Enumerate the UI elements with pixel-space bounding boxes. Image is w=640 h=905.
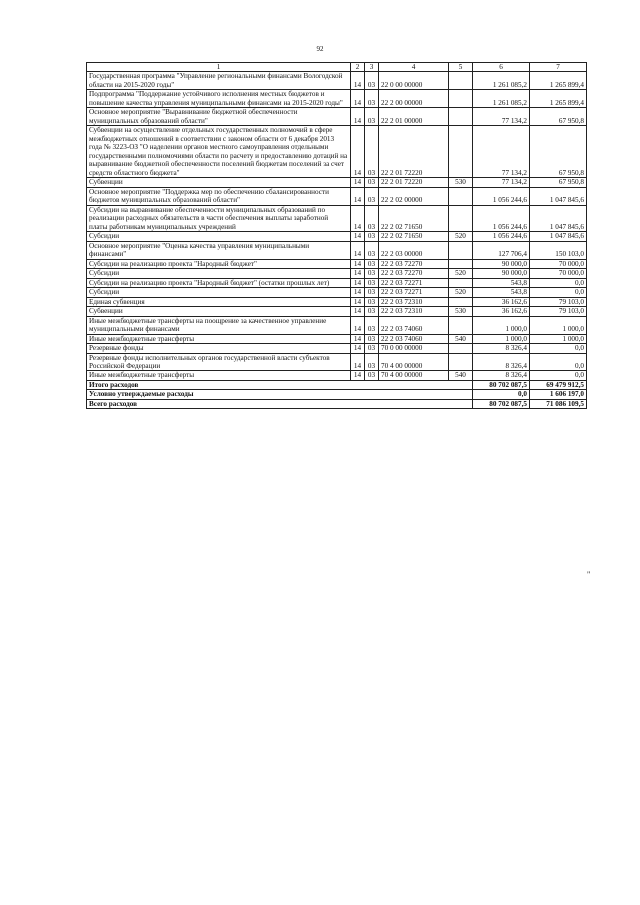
expense-type-code	[449, 259, 473, 268]
total-amount-year-1: 0,0	[473, 390, 530, 399]
table-row	[87, 353, 587, 371]
section-code: 14	[351, 72, 365, 90]
subsection-code: 03	[365, 353, 379, 371]
table-row	[87, 205, 587, 231]
subsection-code: 03	[365, 371, 379, 380]
expense-name: Государственная программа "Управление региональными финансами Вологодской области на 2015-2020 годы"	[87, 72, 351, 90]
amount-year-1: 1 000,0	[473, 334, 530, 343]
amount-year-2: 1 000,0	[530, 316, 587, 334]
section-code: 14	[351, 288, 365, 297]
amount-year-2: 0,0	[530, 353, 587, 371]
expense-name: Субсидии на реализацию проекта "Народный бюджет" (остатки прошлых лет)	[87, 278, 351, 287]
expense-name: Субвенции	[87, 307, 351, 316]
amount-year-1: 1 000,0	[473, 316, 530, 334]
amount-year-1: 77 134,2	[473, 108, 530, 126]
amount-year-2: 1 000,0	[530, 334, 587, 343]
section-code: 14	[351, 297, 365, 306]
amount-year-2: 0,0	[530, 371, 587, 380]
section-code: 14	[351, 269, 365, 278]
amount-year-1: 90 000,0	[473, 259, 530, 268]
target-article-code: 70 0 00 00000	[379, 344, 449, 353]
expense-type-code	[449, 316, 473, 334]
table-row	[87, 344, 587, 353]
total-label: Всего расходов	[87, 399, 473, 408]
budget-table	[86, 62, 587, 409]
column-header: 3	[365, 63, 379, 72]
amount-year-1: 8 326,4	[473, 353, 530, 371]
target-article-code: 22 2 03 00000	[379, 241, 449, 259]
table-row	[87, 178, 587, 187]
subsection-code: 03	[365, 232, 379, 241]
target-article-code: 22 2 03 72270	[379, 269, 449, 278]
amount-year-2: 1 047 845,6	[530, 232, 587, 241]
target-article-code: 70 4 00 00000	[379, 371, 449, 380]
subsection-code: 03	[365, 269, 379, 278]
target-article-code: 22 2 01 72220	[379, 126, 449, 178]
subsection-code: 03	[365, 259, 379, 268]
expense-type-code	[449, 108, 473, 126]
section-code: 14	[351, 316, 365, 334]
total-row	[87, 399, 587, 408]
table-row	[87, 126, 587, 178]
expense-name: Резервные фонды исполнительных органов государственной власти субъектов Российской Федерации	[87, 353, 351, 371]
expense-name: Субсидии	[87, 288, 351, 297]
section-code: 14	[351, 259, 365, 268]
amount-year-1: 127 706,4	[473, 241, 530, 259]
section-code: 14	[351, 353, 365, 371]
section-code: 14	[351, 278, 365, 287]
table-row	[87, 232, 587, 241]
expense-type-code	[449, 72, 473, 90]
page-number: 92	[316, 45, 324, 53]
subsection-code: 03	[365, 278, 379, 287]
subsection-code: 03	[365, 72, 379, 90]
amount-year-2: 1 047 845,6	[530, 205, 587, 231]
table-row	[87, 278, 587, 287]
expense-type-code	[449, 241, 473, 259]
amount-year-2: 67 950,8	[530, 108, 587, 126]
amount-year-2: 70 000,0	[530, 259, 587, 268]
expense-name: Иные межбюджетные трансферты	[87, 371, 351, 380]
table-row	[87, 269, 587, 278]
total-amount-year-1: 80 702 087,5	[473, 380, 530, 389]
expense-type-code	[449, 297, 473, 306]
table-row	[87, 90, 587, 108]
column-header: 6	[473, 63, 530, 72]
table-row	[87, 307, 587, 316]
amount-year-1: 543,8	[473, 278, 530, 287]
total-label: Условно утверждаемые расходы	[87, 390, 473, 399]
amount-year-1: 1 056 244,6	[473, 187, 530, 205]
table-row	[87, 108, 587, 126]
expense-name: Основное мероприятие "Поддержка мер по обеспечению сбалансированности бюджетов муниципальных образований области"	[87, 187, 351, 205]
subsection-code: 03	[365, 108, 379, 126]
expense-name: Иные межбюджетные трансферты на поощрение за качественное управление муниципальными финансами	[87, 316, 351, 334]
expense-name: Основное мероприятие "Оценка качества управления муниципальными финансами"	[87, 241, 351, 259]
expense-type-code	[449, 353, 473, 371]
subsection-code: 03	[365, 126, 379, 178]
expense-type-code: 520	[449, 269, 473, 278]
section-code: 14	[351, 205, 365, 231]
table-body	[87, 63, 587, 409]
amount-year-1: 1 261 085,2	[473, 72, 530, 90]
amount-year-2: 79 103,0	[530, 307, 587, 316]
section-code: 14	[351, 126, 365, 178]
target-article-code: 22 2 02 71650	[379, 232, 449, 241]
section-code: 14	[351, 232, 365, 241]
subsection-code: 03	[365, 344, 379, 353]
table-row	[87, 371, 587, 380]
table-row	[87, 316, 587, 334]
subsection-code: 03	[365, 187, 379, 205]
section-code: 14	[351, 187, 365, 205]
amount-year-2: 1 265 899,4	[530, 90, 587, 108]
expense-name: Единая субвенция	[87, 297, 351, 306]
target-article-code: 22 2 01 72220	[379, 178, 449, 187]
amount-year-2: 1 265 899,4	[530, 72, 587, 90]
expense-type-code	[449, 344, 473, 353]
amount-year-1: 77 134,2	[473, 178, 530, 187]
total-label: Итого расходов	[87, 380, 473, 389]
expense-type-code: 520	[449, 232, 473, 241]
target-article-code: 22 2 03 72270	[379, 259, 449, 268]
expense-type-code: 540	[449, 371, 473, 380]
expense-name: Субсидии на реализацию проекта "Народный бюджет"	[87, 259, 351, 268]
section-code: 14	[351, 178, 365, 187]
column-header: 4	[379, 63, 449, 72]
total-amount-year-1: 80 702 087,5	[473, 399, 530, 408]
expense-type-code: 540	[449, 334, 473, 343]
subsection-code: 03	[365, 288, 379, 297]
expense-name: Иные межбюджетные трансферты	[87, 334, 351, 343]
table-row	[87, 259, 587, 268]
section-code: 14	[351, 371, 365, 380]
table-row	[87, 187, 587, 205]
target-article-code: 22 2 03 74060	[379, 334, 449, 343]
expense-name: Субвенции на осуществление отдельных государственных полномочий в сфере межбюджетных отношений в соответствии с законом области от 6 декабря 2013 года № 3223-ОЗ "О наделении органов местного самоуправления отдельными государственными полномочиями области по расчету и предоставлению дотаций на выравнивание бюджетной обеспеченности поселений бюджетам поселений за счет средств областного бюджета"	[87, 126, 351, 178]
subsection-code: 03	[365, 178, 379, 187]
target-article-code: 22 2 02 00000	[379, 187, 449, 205]
subsection-code: 03	[365, 241, 379, 259]
amount-year-1: 8 326,4	[473, 371, 530, 380]
expense-name: Подпрограмма "Поддержание устойчивого исполнения местных бюджетов и повышение качества управления муниципальными финансами на 2015-2020 годы"	[87, 90, 351, 108]
expense-type-code	[449, 90, 473, 108]
target-article-code: 22 2 03 72271	[379, 278, 449, 287]
target-article-code: 22 0 00 00000	[379, 72, 449, 90]
section-code: 14	[351, 344, 365, 353]
total-amount-year-2: 71 086 109,5	[530, 399, 587, 408]
target-article-code: 22 2 03 72271	[379, 288, 449, 297]
amount-year-2: 67 950,8	[530, 178, 587, 187]
total-row	[87, 390, 587, 399]
column-header: 1	[87, 63, 351, 72]
amount-year-2: 70 000,0	[530, 269, 587, 278]
closing-quote-mark: "	[587, 570, 591, 579]
subsection-code: 03	[365, 316, 379, 334]
table-row	[87, 241, 587, 259]
amount-year-1: 77 134,2	[473, 126, 530, 178]
target-article-code: 22 2 03 72310	[379, 297, 449, 306]
expense-type-code: 530	[449, 178, 473, 187]
amount-year-1: 8 326,4	[473, 344, 530, 353]
expense-name: Субсидии на выравнивание обеспеченности муниципальных образований по реализации расходных обязательств в части обеспечения выплаты заработной платы работникам муниципальных учреждений	[87, 205, 351, 231]
section-code: 14	[351, 307, 365, 316]
amount-year-2: 0,0	[530, 288, 587, 297]
subsection-code: 03	[365, 90, 379, 108]
expense-name: Субсидии	[87, 232, 351, 241]
expense-type-code: 530	[449, 307, 473, 316]
table-row	[87, 334, 587, 343]
header-row	[87, 63, 587, 72]
amount-year-2: 0,0	[530, 278, 587, 287]
section-code: 14	[351, 241, 365, 259]
target-article-code: 22 2 01 00000	[379, 108, 449, 126]
section-code: 14	[351, 334, 365, 343]
amount-year-2: 1 047 845,6	[530, 187, 587, 205]
expense-name: Резервные фонды	[87, 344, 351, 353]
amount-year-1: 36 162,6	[473, 307, 530, 316]
expense-type-code	[449, 278, 473, 287]
amount-year-1: 90 000,0	[473, 269, 530, 278]
total-row	[87, 380, 587, 389]
expense-type-code	[449, 205, 473, 231]
expense-type-code	[449, 126, 473, 178]
column-header: 5	[449, 63, 473, 72]
amount-year-1: 1 261 085,2	[473, 90, 530, 108]
expense-type-code	[449, 187, 473, 205]
total-amount-year-2: 69 479 912,5	[530, 380, 587, 389]
subsection-code: 03	[365, 205, 379, 231]
amount-year-2: 0,0	[530, 344, 587, 353]
table-row	[87, 288, 587, 297]
target-article-code: 22 2 03 74060	[379, 316, 449, 334]
amount-year-2: 67 950,8	[530, 126, 587, 178]
amount-year-1: 1 056 244,6	[473, 232, 530, 241]
target-article-code: 22 2 03 72310	[379, 307, 449, 316]
amount-year-1: 1 056 244,6	[473, 205, 530, 231]
target-article-code: 70 4 00 00000	[379, 353, 449, 371]
target-article-code: 22 2 02 71650	[379, 205, 449, 231]
target-article-code: 22 2 00 00000	[379, 90, 449, 108]
total-amount-year-2: 1 606 197,0	[530, 390, 587, 399]
column-header: 7	[530, 63, 587, 72]
subsection-code: 03	[365, 297, 379, 306]
amount-year-2: 150 103,0	[530, 241, 587, 259]
section-code: 14	[351, 108, 365, 126]
expense-name: Субсидии	[87, 269, 351, 278]
section-code: 14	[351, 90, 365, 108]
expense-name: Субвенции	[87, 178, 351, 187]
amount-year-1: 36 162,6	[473, 297, 530, 306]
expense-name: Основное мероприятие "Выравнивание бюджетной обеспеченности муниципальных образований области"	[87, 108, 351, 126]
amount-year-1: 543,8	[473, 288, 530, 297]
subsection-code: 03	[365, 334, 379, 343]
expense-type-code: 520	[449, 288, 473, 297]
column-header: 2	[351, 63, 365, 72]
table-row	[87, 297, 587, 306]
amount-year-2: 79 103,0	[530, 297, 587, 306]
subsection-code: 03	[365, 307, 379, 316]
table-row	[87, 72, 587, 90]
